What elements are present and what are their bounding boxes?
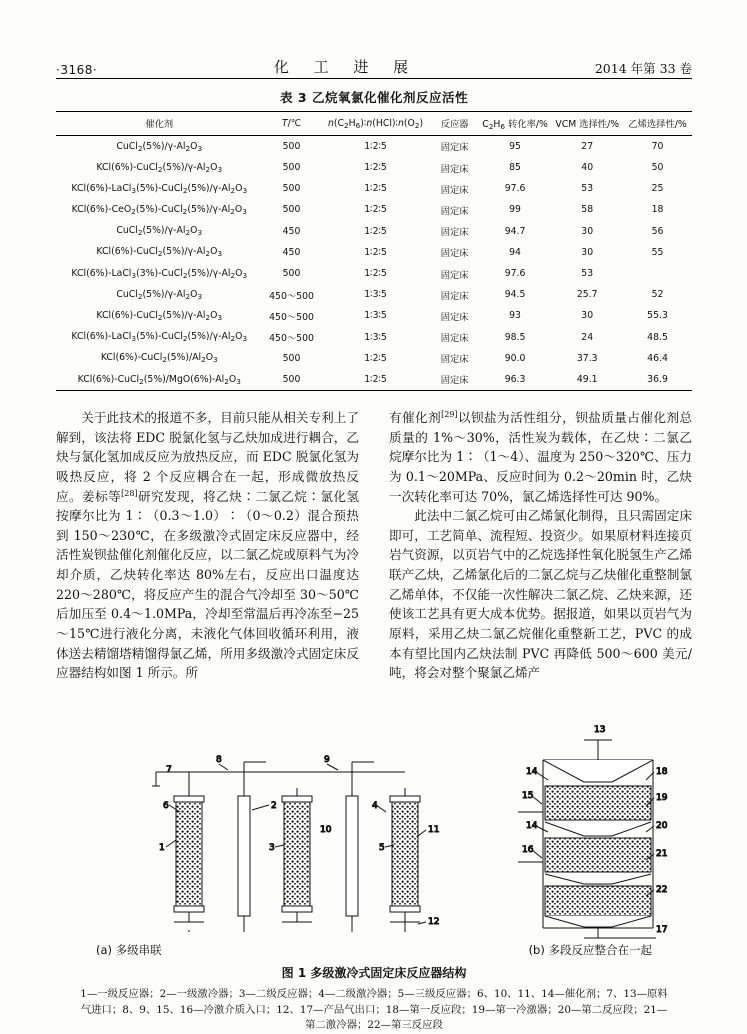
table-3 xyxy=(56,88,692,391)
cell-value: 97.6 xyxy=(504,183,526,195)
cell-value: 500 xyxy=(263,369,321,391)
table-row xyxy=(56,263,692,284)
cell-catalyst: $KCl(6\%)-CuCl_2(5\%)/MgO(6\%)-Al_2O_3$ xyxy=(56,369,263,391)
cell-value: 500 xyxy=(282,204,301,216)
cell-value: 500 xyxy=(282,183,301,195)
table-body xyxy=(56,135,692,390)
body-columns xyxy=(56,408,692,688)
table-row xyxy=(56,305,692,326)
cell-value: 固定床 xyxy=(431,369,479,391)
table-row xyxy=(56,135,692,157)
cell-value: 30 xyxy=(581,225,594,237)
cell-value: 1∶3∶5 xyxy=(364,310,387,322)
cell-value: 95 xyxy=(509,140,521,152)
cell-value: 固定床 xyxy=(440,311,469,323)
svg-text:6: 6 xyxy=(163,801,169,811)
cell-value: 27 xyxy=(581,140,594,152)
table-caption: 表 3 乙烷氧氯化催化剂反应活性 xyxy=(280,90,468,105)
svg-text:20: 20 xyxy=(656,821,668,831)
col-header-ethylene-selectivity: 乙烯选择性/% xyxy=(623,112,692,136)
col-header-temperature: T/℃ xyxy=(263,112,321,136)
col-header-reactor: 反应器 xyxy=(431,112,479,136)
cell-value: 37.3 xyxy=(576,352,598,364)
catalyst-activity-table xyxy=(56,111,692,391)
subcaption-a: (a) 多级串联 xyxy=(96,943,162,957)
cell-value: 固定床 xyxy=(440,248,469,260)
cell-catalyst: $KCl(6\%)-CuCl_2(5\%)/\gamma-Al_2O_3$ xyxy=(96,310,223,322)
cell-value: 固定床 xyxy=(440,290,469,302)
cell-value: 450～500 xyxy=(269,311,314,323)
table-row xyxy=(56,327,692,348)
svg-text:22: 22 xyxy=(656,885,668,895)
table-row xyxy=(56,348,692,369)
svg-text:19: 19 xyxy=(656,793,668,803)
cell-value: 1∶3∶5 xyxy=(364,331,387,343)
cell-value: 450～500 xyxy=(269,333,314,345)
cell-value: 500 xyxy=(282,268,301,280)
cell-value: 450 xyxy=(282,225,301,237)
cell-value: 70 xyxy=(651,140,664,152)
cell-value: 固定床 xyxy=(440,269,469,281)
cell-value: 1∶2∶5 xyxy=(364,140,387,152)
svg-text:14: 14 xyxy=(526,821,538,831)
svg-text:1: 1 xyxy=(159,843,165,853)
cell-value: 固定床 xyxy=(440,205,469,217)
svg-text:7: 7 xyxy=(166,765,172,775)
cell-value: 85 xyxy=(509,162,521,174)
right-paragraph-2: 此法中二氯乙烷可由乙烯氯化制得，且只需固定床即可，工艺简单、流程短、投资少。如果原材料连接页岩气资源，以页岩气中的乙烷选择性氧化脱氢生产乙烯联产乙炔，乙烯氯化后的二氯乙烷与乙炔催化重整制氯乙烯单体，不仅能一次性解决二氯乙烷、乙炔来源，还使该工艺具有更大成本优势。据报道，如果以页岩气为原料，采用乙炔二氯乙烷催化重整新工艺，PVC 的成本有望比国内乙炔法制 PVC 再降低 500～600 美元/吨，将会对整个聚氯乙烯产 xyxy=(389,508,692,681)
cell-catalyst: $CuCl_2(5\%)/\gamma-Al_2O_3$ xyxy=(116,288,203,301)
issue-info: 2014 年第 33 卷 xyxy=(594,61,692,76)
svg-text:21: 21 xyxy=(656,849,668,859)
cell-value: 1∶2∶5 xyxy=(364,246,387,258)
cell-value: 50 xyxy=(651,162,664,174)
cell-value: 1∶2∶5 xyxy=(364,162,387,174)
cell-value: 1∶2∶5 xyxy=(364,183,387,195)
journal-title: 化 工 进 展 xyxy=(273,58,419,76)
cell-catalyst: $CuCl_2(5\%)/\gamma-Al_2O_3$ xyxy=(116,225,203,238)
table-row xyxy=(56,178,692,199)
cell-catalyst: $KCl(6\%)-LaCl_3(3\%)-CuCl_2(5\%)/\gamma-Al_2O_3$ xyxy=(71,267,248,280)
svg-text:18: 18 xyxy=(656,767,668,777)
figure-subcaptions xyxy=(56,942,692,958)
cell-value: 固定床 xyxy=(440,163,469,175)
cell-value: 49.1 xyxy=(551,369,623,391)
cell-value: 90.0 xyxy=(504,352,526,364)
cell-value: 53 xyxy=(581,268,594,280)
col-header-catalyst: 催化剂 xyxy=(56,112,263,136)
cell-value: 固定床 xyxy=(440,227,469,239)
cell-value: 56 xyxy=(651,225,664,237)
table-row xyxy=(56,284,692,305)
cell-value: 1∶2∶5 xyxy=(364,352,387,364)
cell-value: 固定床 xyxy=(440,333,469,345)
figure-legend: 1—一级反应器；2—一级激冷器；3—二级反应器；4—二级激冷器；5—三级反应器；6、10、11、14—催化剂；7、13—原料气进口；8、9、15、16—冷激介质入口；12、17—产品气出口；18—第一反应段；19—第一冷激器；20—第二反应段；21—第二激冷器；22—第三反应段 xyxy=(80,988,668,1032)
cell-value: 97.6 xyxy=(504,268,526,280)
cell-value: 46.4 xyxy=(647,352,668,364)
cell-value: 94.5 xyxy=(504,289,526,301)
cell-catalyst: $KCl(6\%)-CuCl_2(5\%)/\gamma-Al_2O_3$ xyxy=(96,161,223,174)
cell-value: 94.7 xyxy=(504,225,526,237)
page-number: ·3168· xyxy=(56,63,98,77)
cell-value: 固定床 xyxy=(440,142,469,154)
table-row xyxy=(56,242,692,263)
cell-value: 40 xyxy=(581,162,594,174)
subcaption-b: (b) 多段反应整合在一起 xyxy=(528,943,652,957)
svg-text:17: 17 xyxy=(656,925,668,935)
cell-value: 固定床 xyxy=(440,184,469,196)
cell-value: 52 xyxy=(651,289,664,301)
table-row xyxy=(56,369,692,391)
cell-value: 500 xyxy=(282,140,301,152)
cell-value: 93 xyxy=(509,310,521,322)
col-header-vcm-selectivity: VCM 选择性/% xyxy=(551,112,623,136)
cell-catalyst: $KCl(6\%)-CeO_2(5\%)-CuCl_2(5\%)/\gamma-Al_2O_3$ xyxy=(71,204,247,216)
figure-1 xyxy=(56,700,692,1034)
cell-value: 48.5 xyxy=(647,331,668,343)
cell-value: 500 xyxy=(282,352,301,364)
cell-value: 53 xyxy=(581,183,594,195)
cell-value: 36.9 xyxy=(623,369,692,391)
left-column xyxy=(56,408,359,683)
cell-value: 1∶3∶5 xyxy=(364,289,387,301)
cell-value: 30 xyxy=(581,310,594,322)
table-row xyxy=(56,199,692,220)
cell-value: 固定床 xyxy=(440,354,469,366)
svg-text:2: 2 xyxy=(271,801,277,811)
cell-catalyst: $CuCl_2(5\%)/\gamma-Al_2O_3$ xyxy=(116,140,203,153)
svg-text:10: 10 xyxy=(320,825,332,835)
cell-catalyst: $KCl(6\%)-LaCl_3(5\%)-CuCl_2(5\%)/\gamma-Al_2O_3$ xyxy=(71,182,248,195)
cell-value: 98.5 xyxy=(504,331,526,343)
svg-text:13: 13 xyxy=(594,725,606,735)
running-head xyxy=(56,56,692,77)
left-paragraph-1: 关于此技术的报道不多，目前只能从相关专利上了解到，该法将 EDC 脱氯化氢与乙炔加成进行耦合，乙炔与氯化氢加成反应为放热反应，而 EDC 脱氯化氢为吸热反应，将 2 个反应耦合在一起，形成微放热反应。姜标等[28]研究发现，将乙炔∶二氯乙烷∶氯化氢按摩尔比为 1∶（0.3～1.0）∶（0～0.2）混合预热到 150～230℃，在多级激冷式固定床反应器中，经活性炭钡盐催化剂催化反应，以二氯乙烷或原料气为冷却介质，乙炔转化率达 80%左右，反应出口温度达 220～280℃，将反应产生的混合气冷却至 30～50℃后加压至 0.4～1.0MPa，冷却至常温后再冷冻至−25～15℃进行液化分离，未液化气体回收循环利用，液体送去精馏塔精馏得氯乙烯，所用多级激冷式固定床反应器结构如图 1 所示。所 xyxy=(56,410,360,681)
svg-text:4: 4 xyxy=(372,801,378,811)
cell-value: 1∶2∶5 xyxy=(364,225,387,237)
cell-value: 25.7 xyxy=(576,289,598,301)
svg-text:9: 9 xyxy=(324,755,330,765)
table-row xyxy=(56,221,692,242)
svg-text:15: 15 xyxy=(522,791,534,801)
cell-value: 450 xyxy=(282,246,301,258)
cell-value: 99 xyxy=(509,204,521,216)
col-header-conversion: $C_2H_6$ 转化率/% xyxy=(479,112,552,136)
cell-value: 1∶2∶5 xyxy=(321,369,431,391)
svg-text:8: 8 xyxy=(216,755,222,765)
table-header-row xyxy=(56,112,692,136)
figure-graphic xyxy=(56,700,692,940)
svg-text:5: 5 xyxy=(379,843,385,853)
cell-value: 25 xyxy=(651,183,664,195)
svg-text:14: 14 xyxy=(526,767,538,777)
cell-value: 1∶2∶5 xyxy=(364,268,387,280)
svg-text:12: 12 xyxy=(428,917,440,927)
cell-value: 94 xyxy=(509,246,521,258)
cell-value: 58 xyxy=(581,204,594,216)
header-rule xyxy=(56,78,692,79)
cell-value: 30 xyxy=(581,246,594,258)
cell-value: 55.3 xyxy=(647,310,668,322)
cell-catalyst: $KCl(6\%)-CuCl_2(5\%)/\gamma-Al_2O_3$ xyxy=(96,246,223,259)
cell-value: 18 xyxy=(651,204,664,216)
cell-value: 1∶2∶5 xyxy=(364,204,387,216)
cell-value: 450～500 xyxy=(269,290,314,302)
table-row xyxy=(56,157,692,178)
col-header-molar-ratio: $n(C_2H_6)∶n(HCl)∶n(O_2)$ xyxy=(321,112,431,136)
cell-value: 96.3 xyxy=(479,369,552,391)
figure-title: 图 1 多级激冷式固定床反应器结构 xyxy=(281,966,467,980)
cell-value: 55 xyxy=(651,246,664,258)
svg-text:16: 16 xyxy=(522,845,534,855)
svg-text:11: 11 xyxy=(428,825,440,835)
cell-value: 24 xyxy=(581,331,594,343)
cell-value: 500 xyxy=(282,162,301,174)
svg-text:3: 3 xyxy=(269,843,275,853)
cell-catalyst: $KCl(6\%)-LaCl_3(5\%)-CuCl_2(5\%)/\gamma-Al_2O_3$ xyxy=(71,331,248,343)
right-paragraph-1: 有催化剂[29]以钡盐为活性组分，钡盐质量占催化剂总质量的 1%～30%，活性炭为载体，在乙炔∶二氯乙烷摩尔比为 1∶（1～4）、温度为 250～320℃、压力为 0.1～20MPa、反应时间为 0.2～20min 时，乙炔一次转化率可达 70%，氯乙烯选择性可达 90%。 xyxy=(389,409,693,504)
cell-value xyxy=(623,263,692,284)
cell-catalyst: $KCl(6\%)-CuCl_2(5\%)/Al_2O_3$ xyxy=(100,352,218,365)
right-column xyxy=(389,408,692,683)
